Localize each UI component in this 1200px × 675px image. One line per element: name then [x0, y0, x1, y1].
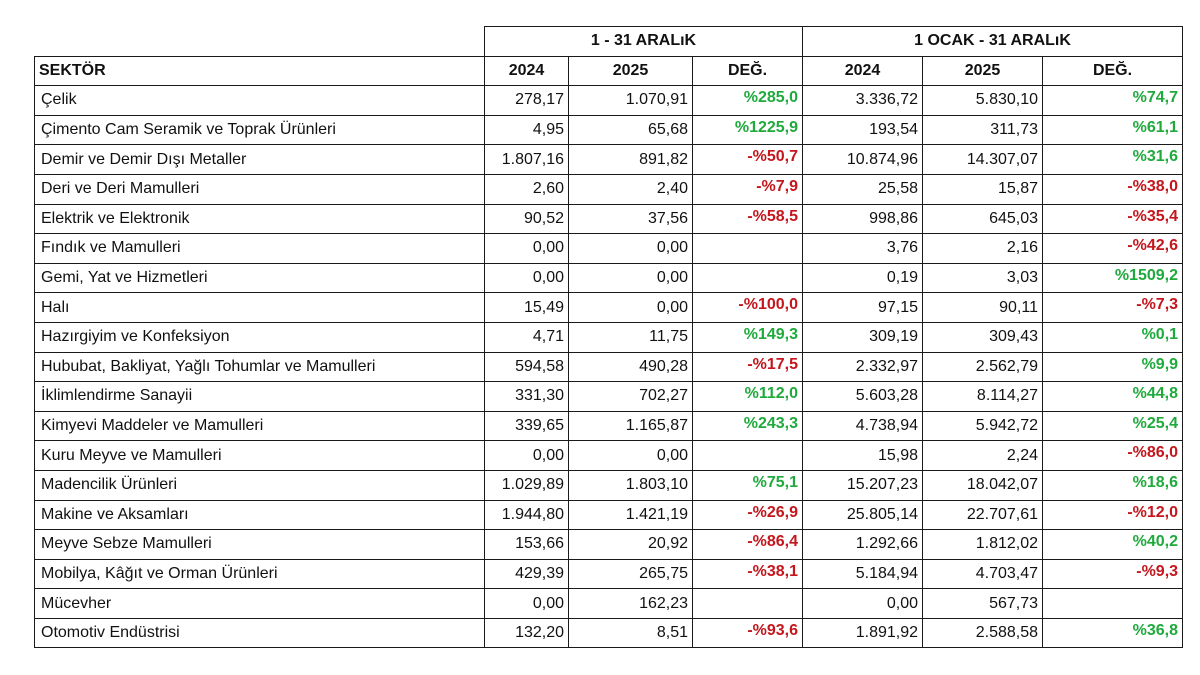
sector-name-cell: Madencilik Ürünleri	[35, 470, 485, 500]
monthly-2024-value: 594,58	[485, 352, 569, 382]
annual-2024-value: 5.603,28	[803, 382, 923, 412]
sector-name-cell: Deri ve Deri Mamulleri	[35, 174, 485, 204]
annual-2025-value: 645,03	[923, 204, 1043, 234]
annual-2024-value: 0,00	[803, 589, 923, 619]
annual-change-value: %31,6	[1043, 145, 1183, 175]
annual-2024-value: 2.332,97	[803, 352, 923, 382]
monthly-2024-value: 90,52	[485, 204, 569, 234]
monthly-change-value: %1225,9	[693, 115, 803, 145]
sector-name-cell: Demir ve Demir Dışı Metaller	[35, 145, 485, 175]
table-row	[35, 500, 1183, 530]
sector-name-cell: Gemi, Yat ve Hizmetleri	[35, 263, 485, 293]
sector-name-cell: Elektrik ve Elektronik	[35, 204, 485, 234]
annual-2025-value: 5.942,72	[923, 411, 1043, 441]
monthly-2025-value: 11,75	[569, 322, 693, 352]
monthly-2025-value: 1.803,10	[569, 470, 693, 500]
table-row	[35, 441, 1183, 471]
annual-2025-value: 311,73	[923, 115, 1043, 145]
monthly-2025-value: 0,00	[569, 263, 693, 293]
sector-name-cell: Halı	[35, 293, 485, 323]
sector-name-cell: Çimento Cam Seramik ve Toprak Ürünleri	[35, 115, 485, 145]
monthly-2025-value: 2,40	[569, 174, 693, 204]
annual-2025-value: 4.703,47	[923, 559, 1043, 589]
annual-change-value: %0,1	[1043, 322, 1183, 352]
monthly-2024-value: 339,65	[485, 411, 569, 441]
annual-change-value: %25,4	[1043, 411, 1183, 441]
table-row	[35, 293, 1183, 323]
monthly-2025-value: 8,51	[569, 618, 693, 648]
annual-2024-value: 3,76	[803, 234, 923, 264]
sector-name-cell: Mobilya, Kâğıt ve Orman Ürünleri	[35, 559, 485, 589]
monthly-2025-value: 490,28	[569, 352, 693, 382]
header-year-row	[35, 56, 1183, 86]
monthly-2025-value: 702,27	[569, 382, 693, 412]
table-row	[35, 145, 1183, 175]
annual-2024-value: 3.336,72	[803, 86, 923, 116]
monthly-2024-value: 1.807,16	[485, 145, 569, 175]
monthly-2024-value: 0,00	[485, 589, 569, 619]
monthly-change-value: %75,1	[693, 470, 803, 500]
monthly-change-value: -%100,0	[693, 293, 803, 323]
monthly-2024-value: 429,39	[485, 559, 569, 589]
sector-export-table	[34, 26, 1183, 648]
table-row	[35, 382, 1183, 412]
annual-change-value: %61,1	[1043, 115, 1183, 145]
annual-2025-header: 2025	[923, 56, 1043, 86]
monthly-2024-value: 0,00	[485, 441, 569, 471]
annual-2025-value: 567,73	[923, 589, 1043, 619]
monthly-2025-value: 162,23	[569, 589, 693, 619]
annual-2025-value: 8.114,27	[923, 382, 1043, 412]
sector-name-cell: Otomotiv Endüstrisi	[35, 618, 485, 648]
monthly-2025-value: 1.421,19	[569, 500, 693, 530]
monthly-2024-value: 153,66	[485, 530, 569, 560]
monthly-2024-value: 15,49	[485, 293, 569, 323]
annual-2024-value: 0,19	[803, 263, 923, 293]
annual-2025-value: 15,87	[923, 174, 1043, 204]
monthly-2025-header: 2025	[569, 56, 693, 86]
monthly-change-value	[693, 263, 803, 293]
annual-change-value: %74,7	[1043, 86, 1183, 116]
annual-2025-value: 2,16	[923, 234, 1043, 264]
annual-change-value: -%7,3	[1043, 293, 1183, 323]
annual-2024-value: 193,54	[803, 115, 923, 145]
annual-change-value: %40,2	[1043, 530, 1183, 560]
header-group-row	[35, 27, 1183, 57]
annual-2025-value: 5.830,10	[923, 86, 1043, 116]
annual-change-value: %9,9	[1043, 352, 1183, 382]
sector-name-cell: Meyve Sebze Mamulleri	[35, 530, 485, 560]
sector-name-cell: İklimlendirme Sanayii	[35, 382, 485, 412]
table-row	[35, 352, 1183, 382]
table-row	[35, 322, 1183, 352]
header-blank-cell	[35, 27, 485, 57]
table-row	[35, 411, 1183, 441]
monthly-2024-value: 0,00	[485, 234, 569, 264]
monthly-change-value: -%50,7	[693, 145, 803, 175]
monthly-2025-value: 891,82	[569, 145, 693, 175]
monthly-change-value: %243,3	[693, 411, 803, 441]
annual-2025-value: 90,11	[923, 293, 1043, 323]
table-row	[35, 234, 1183, 264]
annual-2025-value: 14.307,07	[923, 145, 1043, 175]
annual-2024-value: 97,15	[803, 293, 923, 323]
monthly-2024-value: 132,20	[485, 618, 569, 648]
monthly-change-value	[693, 589, 803, 619]
export-table-container	[34, 26, 1183, 648]
table-row	[35, 618, 1183, 648]
monthly-2025-value: 0,00	[569, 441, 693, 471]
monthly-period-header: 1 - 31 ARALıK	[485, 27, 803, 57]
table-row	[35, 115, 1183, 145]
annual-2024-header: 2024	[803, 56, 923, 86]
monthly-change-value: -%86,4	[693, 530, 803, 560]
annual-change-value: -%86,0	[1043, 441, 1183, 471]
annual-change-value: %1509,2	[1043, 263, 1183, 293]
annual-2025-value: 2.588,58	[923, 618, 1043, 648]
table-row	[35, 263, 1183, 293]
monthly-2025-value: 1.165,87	[569, 411, 693, 441]
monthly-2024-header: 2024	[485, 56, 569, 86]
annual-change-value: -%38,0	[1043, 174, 1183, 204]
monthly-change-header: DEĞ.	[693, 56, 803, 86]
monthly-2025-value: 65,68	[569, 115, 693, 145]
monthly-2024-value: 4,71	[485, 322, 569, 352]
sector-rows	[35, 86, 1183, 648]
annual-change-value: -%42,6	[1043, 234, 1183, 264]
table-row	[35, 174, 1183, 204]
table-row	[35, 204, 1183, 234]
annual-2024-value: 25.805,14	[803, 500, 923, 530]
sector-name-cell: Hazırgiyim ve Konfeksiyon	[35, 322, 485, 352]
annual-2024-value: 1.891,92	[803, 618, 923, 648]
sector-column-header: SEKTÖR	[35, 56, 485, 86]
annual-2025-value: 2,24	[923, 441, 1043, 471]
annual-2025-value: 3,03	[923, 263, 1043, 293]
monthly-change-value: %149,3	[693, 322, 803, 352]
monthly-2024-value: 1.029,89	[485, 470, 569, 500]
monthly-change-value: -%17,5	[693, 352, 803, 382]
sector-name-cell: Kuru Meyve ve Mamulleri	[35, 441, 485, 471]
annual-change-value: %36,8	[1043, 618, 1183, 648]
monthly-change-value	[693, 441, 803, 471]
monthly-change-value: -%58,5	[693, 204, 803, 234]
monthly-2025-value: 0,00	[569, 293, 693, 323]
annual-change-value: -%12,0	[1043, 500, 1183, 530]
monthly-2024-value: 4,95	[485, 115, 569, 145]
sector-name-cell: Kimyevi Maddeler ve Mamulleri	[35, 411, 485, 441]
monthly-change-value: %112,0	[693, 382, 803, 412]
sector-name-cell: Çelik	[35, 86, 485, 116]
monthly-2025-value: 265,75	[569, 559, 693, 589]
sector-name-cell: Makine ve Aksamları	[35, 500, 485, 530]
table-row	[35, 86, 1183, 116]
annual-2024-value: 309,19	[803, 322, 923, 352]
annual-change-header: DEĞ.	[1043, 56, 1183, 86]
monthly-2024-value: 0,00	[485, 263, 569, 293]
monthly-2025-value: 20,92	[569, 530, 693, 560]
monthly-2024-value: 278,17	[485, 86, 569, 116]
annual-2024-value: 4.738,94	[803, 411, 923, 441]
annual-2025-value: 2.562,79	[923, 352, 1043, 382]
annual-2024-value: 25,58	[803, 174, 923, 204]
monthly-change-value: %285,0	[693, 86, 803, 116]
sector-name-cell: Fındık ve Mamulleri	[35, 234, 485, 264]
monthly-change-value: -%26,9	[693, 500, 803, 530]
annual-change-value: %44,8	[1043, 382, 1183, 412]
annual-change-value: -%35,4	[1043, 204, 1183, 234]
sector-name-cell: Mücevher	[35, 589, 485, 619]
monthly-2025-value: 37,56	[569, 204, 693, 234]
annual-change-value	[1043, 589, 1183, 619]
monthly-2025-value: 1.070,91	[569, 86, 693, 116]
annual-2024-value: 5.184,94	[803, 559, 923, 589]
monthly-2024-value: 331,30	[485, 382, 569, 412]
table-row	[35, 589, 1183, 619]
annual-2025-value: 22.707,61	[923, 500, 1043, 530]
monthly-2024-value: 2,60	[485, 174, 569, 204]
monthly-change-value	[693, 234, 803, 264]
table-row	[35, 559, 1183, 589]
monthly-change-value: -%38,1	[693, 559, 803, 589]
monthly-change-value: -%7,9	[693, 174, 803, 204]
annual-2024-value: 15,98	[803, 441, 923, 471]
annual-2025-value: 18.042,07	[923, 470, 1043, 500]
annual-2025-value: 309,43	[923, 322, 1043, 352]
table-row	[35, 470, 1183, 500]
annual-period-header: 1 OCAK - 31 ARALıK	[803, 27, 1183, 57]
table-row	[35, 530, 1183, 560]
annual-change-value: %18,6	[1043, 470, 1183, 500]
sector-name-cell: Hububat, Bakliyat, Yağlı Tohumlar ve Mamulleri	[35, 352, 485, 382]
monthly-2025-value: 0,00	[569, 234, 693, 264]
annual-2024-value: 15.207,23	[803, 470, 923, 500]
annual-2024-value: 1.292,66	[803, 530, 923, 560]
monthly-2024-value: 1.944,80	[485, 500, 569, 530]
annual-2025-value: 1.812,02	[923, 530, 1043, 560]
annual-2024-value: 998,86	[803, 204, 923, 234]
monthly-change-value: -%93,6	[693, 618, 803, 648]
annual-2024-value: 10.874,96	[803, 145, 923, 175]
annual-change-value: -%9,3	[1043, 559, 1183, 589]
